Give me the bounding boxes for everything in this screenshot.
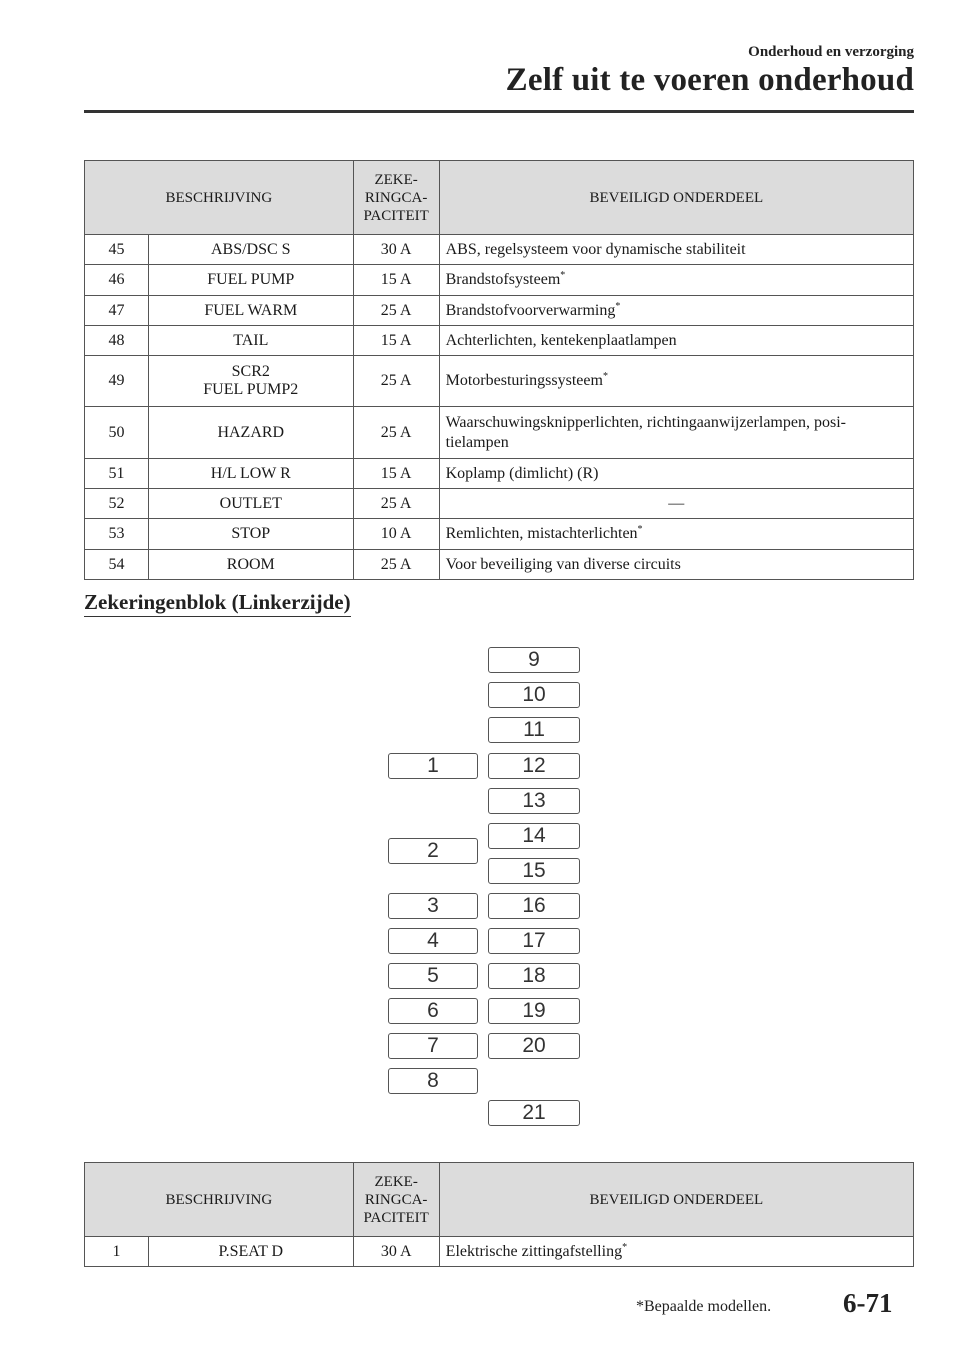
fuse-slot: 12 xyxy=(488,753,580,779)
fuse-slot: 15 xyxy=(488,858,580,884)
protected-component: Elektrische zittingafstelling* xyxy=(439,1237,913,1267)
header-description: BESCHRIJVING xyxy=(85,1163,354,1237)
fuse-amperage: 25 A xyxy=(353,356,439,407)
fuse-slot: 6 xyxy=(388,998,478,1024)
protected-component: Koplamp (dimlicht) (R) xyxy=(439,459,913,489)
fuse-number: 45 xyxy=(85,235,149,265)
fuse-slot: 21 xyxy=(488,1100,580,1126)
fuse-description-line1: SCR2 xyxy=(231,363,270,380)
fuse-amperage: 15 A xyxy=(353,265,439,296)
fuse-description xyxy=(148,356,353,407)
fuse-table-left-side xyxy=(84,1162,914,1267)
table-row xyxy=(85,356,914,407)
header-capacity-line1: ZEKE- xyxy=(374,171,418,188)
fuse-slot: 1 xyxy=(388,753,478,779)
fuse-description: ABS/DSC S xyxy=(148,235,353,265)
protected-component: — xyxy=(439,489,913,519)
fuse-description: P.SEAT D xyxy=(148,1237,353,1267)
section-title: Zekeringenblok (Linkerzijde) xyxy=(84,590,351,617)
fuse-slot: 3 xyxy=(388,893,478,919)
fuse-amperage: 15 A xyxy=(353,459,439,489)
fuse-number: 54 xyxy=(85,550,149,580)
table-row xyxy=(85,296,914,326)
fuse-amperage: 30 A xyxy=(353,1237,439,1267)
fuse-slot: 5 xyxy=(388,963,478,989)
fuse-number: 48 xyxy=(85,326,149,356)
header-description: BESCHRIJVING xyxy=(85,161,354,235)
footnote: *Bepaalde modellen. xyxy=(636,1298,772,1315)
footnote-marker: * xyxy=(637,524,643,535)
protected-component: Achterlichten, kentekenplaatlampen xyxy=(439,326,913,356)
fuse-description: FUEL WARM xyxy=(148,296,353,326)
protected-component-line1: Waarschuwingsknipperlichten, richtingaanwijzerlampen, posi- xyxy=(445,413,846,431)
fuse-slot: 9 xyxy=(488,647,580,673)
table-row xyxy=(85,235,914,265)
header-capacity-line2: RINGCA- xyxy=(364,1191,428,1208)
fuse-slot: 13 xyxy=(488,788,580,814)
fuse-slot: 14 xyxy=(488,823,580,849)
fuse-table-right-side xyxy=(84,160,914,580)
fuse-slot: 18 xyxy=(488,963,580,989)
header-protected: BEVEILIGD ONDERDEEL xyxy=(439,1163,913,1237)
fuse-slot: 4 xyxy=(388,928,478,954)
fuse-number: 47 xyxy=(85,296,149,326)
protected-component: Brandstofsysteem* xyxy=(439,265,913,296)
header-capacity xyxy=(353,161,439,235)
fuse-amperage: 25 A xyxy=(353,489,439,519)
fuse-number: 49 xyxy=(85,356,149,407)
header-capacity-line1: ZEKE- xyxy=(374,1173,418,1190)
fuse-slot: 2 xyxy=(388,838,478,864)
header-capacity xyxy=(353,1163,439,1237)
protected-component: Brandstofvoorverwarming* xyxy=(439,296,913,326)
page-number: 6-71 xyxy=(843,1288,893,1318)
footnote-marker: * xyxy=(602,371,608,382)
fuse-amperage: 25 A xyxy=(353,550,439,580)
fuse-slot: 17 xyxy=(488,928,580,954)
footnote-marker: * xyxy=(615,300,621,312)
footnote-marker: * xyxy=(622,1241,628,1253)
fuse-slot: 10 xyxy=(488,682,580,708)
fuse-description: HAZARD xyxy=(148,407,353,459)
protected-component-line2: tielampen xyxy=(445,433,509,451)
table-row xyxy=(85,459,914,489)
header-capacity-line2: RINGCA- xyxy=(364,189,428,206)
fuse-slot: 7 xyxy=(388,1033,478,1059)
fuse-description: OUTLET xyxy=(148,489,353,519)
table-row xyxy=(85,326,914,356)
fuse-number: 1 xyxy=(85,1237,149,1267)
fuse-description: TAIL xyxy=(148,326,353,356)
table-row xyxy=(85,265,914,296)
table-row xyxy=(85,1237,914,1267)
header-divider xyxy=(84,110,914,113)
fuse-amperage: 10 A xyxy=(353,519,439,550)
table-header-row xyxy=(85,1163,914,1237)
table-row xyxy=(85,489,914,519)
fuse-description: H/L LOW R xyxy=(148,459,353,489)
header-protected: BEVEILIGD ONDERDEEL xyxy=(439,161,913,235)
fuse-slot: 8 xyxy=(388,1068,478,1094)
protected-component: Voor beveiliging van diverse circuits xyxy=(439,550,913,580)
header-capacity-line3: PACITEIT xyxy=(363,1209,429,1226)
fuse-number: 46 xyxy=(85,265,149,296)
chapter-subtitle: Onderhoud en verzorging xyxy=(748,44,914,60)
fuse-amperage: 15 A xyxy=(353,326,439,356)
table-row xyxy=(85,550,914,580)
table-row xyxy=(85,519,914,550)
page-title: Zelf uit te voeren onderhoud xyxy=(505,62,914,98)
protected-component: ABS, regelsysteem voor dynamische stabiliteit xyxy=(439,235,913,265)
fuse-description: STOP xyxy=(148,519,353,550)
fuse-number: 50 xyxy=(85,407,149,459)
fuse-slot: 20 xyxy=(488,1033,580,1059)
protected-component: Remlichten, mistachterlichten* xyxy=(439,519,913,550)
fuse-number: 52 xyxy=(85,489,149,519)
fuse-description: ROOM xyxy=(148,550,353,580)
fuse-description-line2: FUEL PUMP2 xyxy=(203,381,299,398)
table-row xyxy=(85,407,914,459)
fuse-description: FUEL PUMP xyxy=(148,265,353,296)
fuse-slot: 11 xyxy=(488,717,580,743)
fuse-number: 53 xyxy=(85,519,149,550)
header-capacity-line3: PACITEIT xyxy=(363,207,429,224)
footnote-marker: * xyxy=(560,270,566,281)
protected-component: Motorbesturingssysteem* xyxy=(439,356,913,407)
fuse-amperage: 25 A xyxy=(353,296,439,326)
fuse-amperage: 25 A xyxy=(353,407,439,459)
fuse-number: 51 xyxy=(85,459,149,489)
fuse-amperage: 30 A xyxy=(353,235,439,265)
table-header-row xyxy=(85,161,914,235)
protected-component xyxy=(439,407,913,459)
fuse-slot: 19 xyxy=(488,998,580,1024)
fuse-slot: 16 xyxy=(488,893,580,919)
